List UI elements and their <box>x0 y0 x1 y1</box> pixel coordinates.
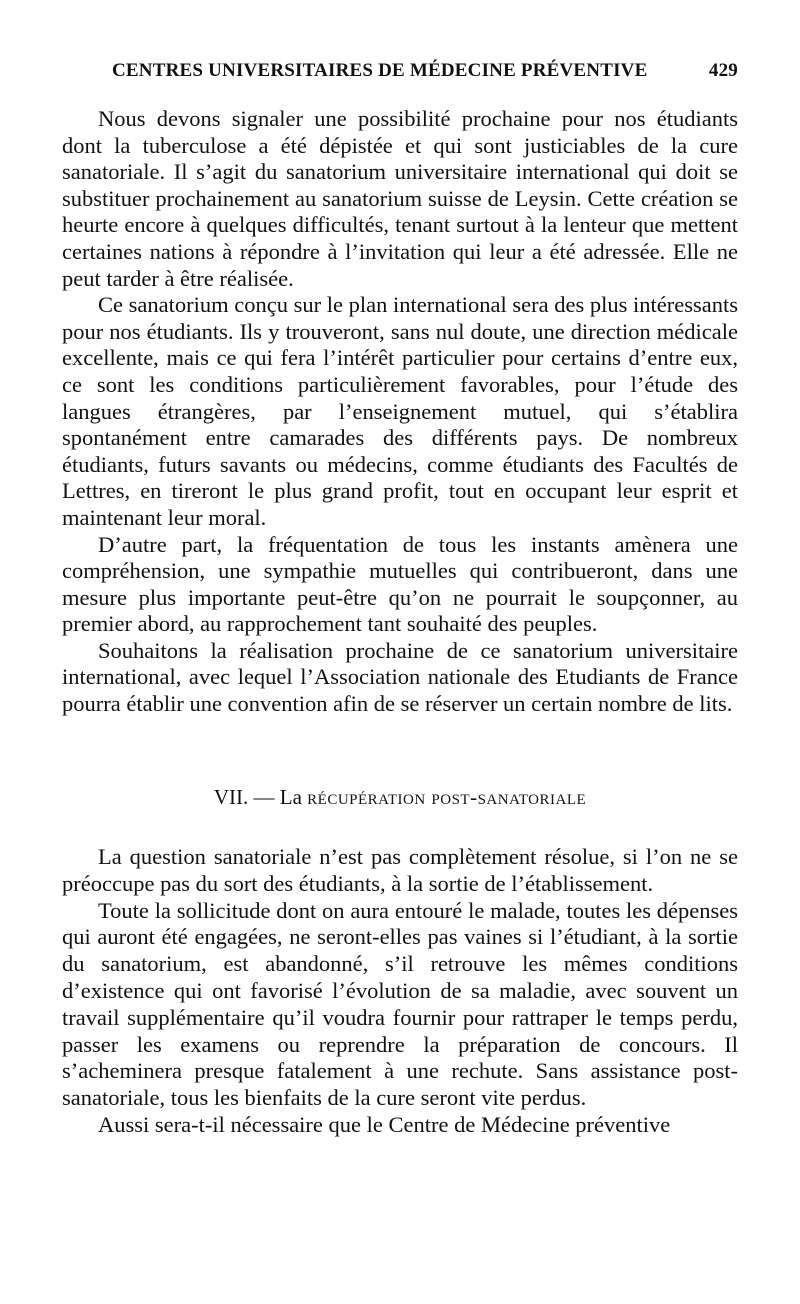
running-head <box>112 60 738 92</box>
paragraph-sanatorium-possibility: Nous devons signaler une possibilité prochaine pour nos étudiants dont la tuberculose a été dépistée et qui sont justiciables de la cure sanatoriale. Il s’agit du sanatorium universitaire international qui doit se substituer prochainement au sanatorium suisse de Leysin. Cette création se heurte encore à quelques difficultés, tenant surtout à la lenteur que mettent certaines nations à répondre à l’invitation qui leur a été adressée. Elle ne peut tarder à être réalisée. <box>62 106 738 291</box>
paragraph-wish-realisation: Souhaitons la réalisation prochaine de ce sanatorium universitaire international, avec lequel l’Association nationale des Etudiants de France pourra établir une convention afin de se réserver un certain nombre de lits. <box>62 637 738 717</box>
paragraph-centre-medecine: Aussi sera-t-il nécessaire que le Centre de Médecine préventive <box>98 1111 671 1137</box>
section-title: récupération post-sanatoriale <box>307 785 587 809</box>
text-block-upper <box>62 106 738 718</box>
running-head-title: CENTRES UNIVERSITAIRES DE MÉDECINE PRÉVENTIVE <box>112 60 648 81</box>
section-heading <box>62 782 738 812</box>
section-title-initial: La <box>279 785 302 809</box>
paragraph-sollicitude: Toute la sollicitude dont on aura entouré le malade, toutes les dépenses qui auront été engagées, ne seront-elles pas vaines si l’étudiant, à la sortie du sanatorium, est abandonné, s’il retrouve les mêmes conditions d’existence qui ont favorisé l’évolution de sa maladie, avec souvent un travail supplémentaire qu’il voudra fournir pour rattraper le temps perdu, passer les examens ou reprendre la préparation de concours. Il s’acheminera presque fatalement à une rechute. Sans assistance post-sanatoriale, tous les bienfaits de la cure seront vite perdus. <box>62 897 738 1111</box>
book-page <box>62 0 738 1304</box>
text-block-lower <box>62 844 738 1139</box>
paragraph-mutual-understanding: D’autre part, la fréquentation de tous les instants amènera une compréhension, une sympathie mutuelles qui contribueront, dans une mesure plus importante peut-être qu’on ne pourrait le soupçonner, au premier abord, au rapprochement tant souhaité des peuples. <box>62 531 738 637</box>
paragraph-international-interest: Ce sanatorium conçu sur le plan international sera des plus intéressants pour nos étudiants. Ils y trouveront, sans nul doute, une direction médicale excellente, mais ce qui fera l’intérêt particulier pour certains d’entre eux, ce sont les conditions particulièrement favorables, pour l’étude des langues étrangères, par l’enseignement mutuel, qui s’établira spontanément entre camarades des différents pays. De nombreux étudiants, futurs savants ou médecins, comme étudiants des Facultés de Lettres, en tireront le plus grand profit, tout en occupant leur esprit et maintenant leur moral. <box>62 292 738 530</box>
paragraph-question-sanatoriale: La question sanatoriale n’est pas complètement résolue, si l’on ne se préoccupe pas du sort des étudiants, à la sortie de l’établissement. <box>62 844 738 896</box>
page-number: 429 <box>708 60 738 81</box>
section-number: VII. — <box>213 785 275 809</box>
